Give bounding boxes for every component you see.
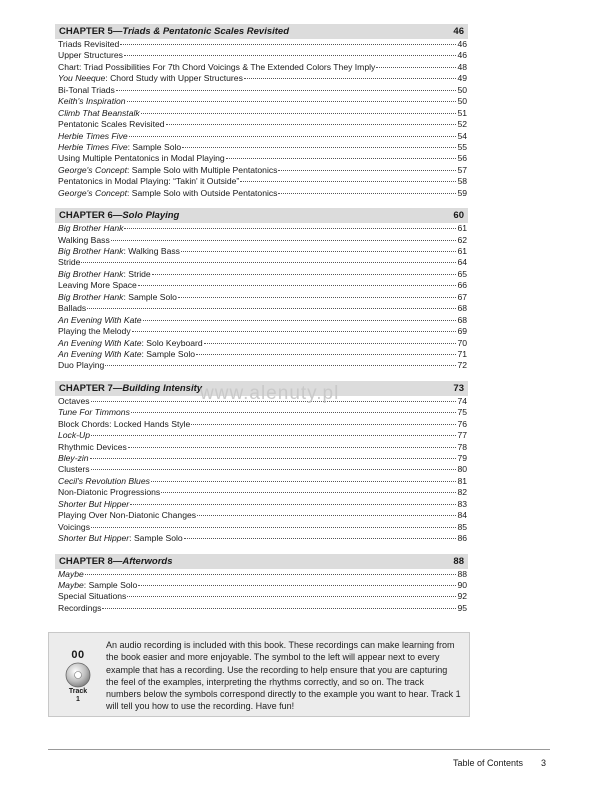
entry-page: 83 xyxy=(457,498,467,509)
entry-page: 70 xyxy=(457,337,467,348)
toc-entry xyxy=(55,476,468,487)
dot-leader xyxy=(127,596,456,597)
toc-entry xyxy=(55,360,468,371)
entry-title-part: : Sample Solo with Multiple Pentatonics xyxy=(127,164,278,175)
entry-page: 84 xyxy=(457,510,467,521)
page-footer xyxy=(453,758,546,768)
entry-page: 57 xyxy=(457,164,467,175)
entry-title xyxy=(58,569,84,580)
entry-page: 48 xyxy=(457,61,467,72)
entry-title-part: Using Multiple Pentatonics in Modal Playing xyxy=(58,153,225,164)
entry-title xyxy=(58,315,142,326)
entry-page: 76 xyxy=(457,418,467,429)
dot-leader xyxy=(131,412,457,413)
entry-title-part: Voicings xyxy=(58,521,91,532)
toc-entry xyxy=(55,453,468,464)
audio-note-box xyxy=(48,632,470,717)
dot-leader xyxy=(111,240,457,241)
dot-leader xyxy=(152,274,457,275)
toc-entry xyxy=(55,50,468,61)
entry-title-part: Lock-Up xyxy=(58,430,90,441)
entry-title-part: Duo Playing xyxy=(58,360,105,371)
entry-page: 72 xyxy=(457,360,467,371)
entry-page: 79 xyxy=(457,453,467,463)
chapter-heading xyxy=(55,208,468,223)
entry-title-part: : Solo Keyboard xyxy=(141,337,203,348)
table-of-contents xyxy=(55,24,468,623)
entry-title xyxy=(58,119,165,130)
toc-entry xyxy=(55,257,468,268)
toc-entry xyxy=(55,269,468,280)
dot-leader xyxy=(124,55,456,56)
entry-title-part: Bley-zin xyxy=(58,453,89,463)
cd-number: 00 xyxy=(71,649,85,661)
entry-title xyxy=(58,39,119,50)
toc-entry xyxy=(55,303,468,314)
audio-note-text: An audio recording is included with this book. These recordings can make learning from the book easier and more enjoyable. The symbol to the left will appear next to every example that has a recording. Use the recording to help ensure that you are capturing the feel of the examples, interpreting the rhythms correctly, and so on. The track numbers below the symbols correspond directly to the example you want to hear. Track 1 will tell you how to use the recording. Have fun! xyxy=(106,640,461,712)
entry-title-part: Recordings xyxy=(58,602,102,613)
entry-title-part: An Evening With Kate xyxy=(58,348,142,359)
toc-entry xyxy=(55,407,468,418)
entry-title-part: Shorter But Hipper xyxy=(58,533,130,544)
dot-leader xyxy=(376,67,456,68)
toc-entry xyxy=(55,419,468,430)
toc-entry xyxy=(55,510,468,521)
entry-title xyxy=(58,338,203,349)
dot-leader xyxy=(197,515,456,516)
entry-page: 62 xyxy=(457,234,467,245)
entry-page: 80 xyxy=(457,464,467,475)
chapter-heading xyxy=(55,554,468,569)
chapter-number: CHAPTER 5— xyxy=(59,26,123,37)
toc-entry xyxy=(55,499,468,510)
dot-leader xyxy=(244,78,457,79)
chapter-page: 88 xyxy=(453,555,464,567)
dot-leader xyxy=(105,365,456,366)
entry-title xyxy=(58,50,123,61)
entry-page: 64 xyxy=(457,257,467,268)
chapter-name: Solo Playing xyxy=(122,210,180,222)
entry-title xyxy=(58,246,180,257)
toc-entry xyxy=(55,131,468,142)
entry-page: 46 xyxy=(457,39,467,49)
entry-title xyxy=(58,464,90,475)
dot-leader xyxy=(204,343,457,344)
dot-leader xyxy=(240,181,456,182)
disc-icon xyxy=(65,662,91,688)
toc-entry xyxy=(55,153,468,164)
entry-title xyxy=(58,303,86,314)
entry-title xyxy=(58,591,126,602)
chapter-section xyxy=(55,554,468,615)
entry-title xyxy=(58,142,181,153)
toc-entry xyxy=(55,142,468,153)
toc-entry xyxy=(55,176,468,187)
toc-entry xyxy=(55,246,468,257)
chapter-page: 60 xyxy=(453,210,464,222)
toc-entry xyxy=(55,522,468,533)
entry-page: 50 xyxy=(457,84,467,95)
entry-title-part: : Sample Solo xyxy=(83,579,138,590)
entry-title xyxy=(58,96,126,107)
toc-entry xyxy=(55,580,468,591)
entry-page: 58 xyxy=(457,176,467,187)
footer-page-number: 3 xyxy=(540,758,546,768)
entry-title xyxy=(58,257,80,268)
entry-page: 68 xyxy=(457,314,467,325)
entry-title-part: : Chord Study with Upper Structures xyxy=(105,73,243,84)
entry-page: 61 xyxy=(457,246,467,256)
entry-title xyxy=(58,108,140,119)
entry-title xyxy=(58,442,127,453)
entry-title-part: Cecil's Revolution Blues xyxy=(58,475,150,486)
dot-leader xyxy=(91,435,456,436)
cd-track-icon xyxy=(59,649,97,707)
toc-entry xyxy=(55,188,468,199)
entry-title xyxy=(58,453,89,464)
entry-title-part: An Evening With Kate xyxy=(58,314,142,325)
entry-title xyxy=(58,269,151,280)
entry-page: 86 xyxy=(457,533,467,544)
entry-title xyxy=(58,603,101,614)
entry-page: 50 xyxy=(457,96,467,107)
toc-entry xyxy=(55,464,468,475)
dot-leader xyxy=(182,147,456,148)
toc-entry xyxy=(55,62,468,73)
entry-page: 54 xyxy=(457,130,467,141)
chapter-number: CHAPTER 7— xyxy=(59,382,123,394)
chapter-number: CHAPTER 8— xyxy=(59,555,123,567)
entry-title-part: Ballads xyxy=(58,303,87,314)
entry-title-part: Non-Diatonic Progressions xyxy=(58,487,161,498)
dot-leader xyxy=(161,492,456,493)
watermark: www.alenuty.pl xyxy=(200,383,340,404)
entry-title-part: Climb That Beanstalk xyxy=(58,107,140,118)
dot-leader xyxy=(129,136,457,137)
entry-title-part: Maybe xyxy=(58,579,84,590)
entry-title-part: Special Situations xyxy=(58,591,127,602)
toc-entry xyxy=(55,73,468,84)
entry-title-part: : Walking Bass xyxy=(123,246,180,256)
entry-page: 77 xyxy=(457,430,467,441)
entry-title-part: Big Brother Hank xyxy=(58,246,124,256)
chapter-title xyxy=(59,210,179,221)
dot-leader xyxy=(120,44,456,45)
entry-page: 95 xyxy=(457,602,467,613)
chapter-title xyxy=(59,383,202,394)
toc-entry xyxy=(55,165,468,176)
chapter-page: 73 xyxy=(453,382,464,394)
entry-page: 88 xyxy=(457,568,467,579)
entry-title-part: George's Concept xyxy=(58,187,127,198)
dot-leader xyxy=(90,458,457,459)
entry-page: 75 xyxy=(457,407,467,418)
entry-page: 69 xyxy=(457,326,467,337)
entry-title-part: Octaves xyxy=(58,395,90,406)
entry-title xyxy=(58,85,115,96)
chapter-heading xyxy=(55,24,468,39)
entry-title-part: An Evening With Kate xyxy=(58,337,142,348)
footer-divider xyxy=(48,749,550,750)
entry-title xyxy=(58,153,225,164)
entry-page: 55 xyxy=(457,141,467,152)
entry-title xyxy=(58,292,177,303)
entry-title xyxy=(58,131,128,142)
entry-page: 61 xyxy=(457,223,467,234)
entry-title-part: Herbie Times Five xyxy=(58,130,128,141)
dot-leader xyxy=(178,297,456,298)
entry-title-part: Big Brother Hank xyxy=(58,223,124,234)
entry-title xyxy=(58,499,129,510)
toc-entry xyxy=(55,85,468,96)
dot-leader xyxy=(127,101,457,102)
toc-entry xyxy=(55,603,468,614)
dot-leader xyxy=(130,504,456,505)
toc-entry xyxy=(55,349,468,360)
dot-leader xyxy=(196,354,456,355)
entry-title-part: Upper Structures xyxy=(58,50,123,61)
chapter-title xyxy=(59,26,289,37)
entry-page: 81 xyxy=(457,475,467,486)
dot-leader xyxy=(226,158,457,159)
entry-title xyxy=(58,580,137,591)
entry-page: 85 xyxy=(457,521,467,532)
entry-title xyxy=(58,223,123,234)
dot-leader xyxy=(138,285,457,286)
entry-title xyxy=(58,419,190,430)
toc-entry xyxy=(55,96,468,107)
entry-page: 71 xyxy=(457,348,467,359)
dot-leader xyxy=(151,481,457,482)
dot-leader xyxy=(81,262,456,263)
toc-entry xyxy=(55,235,468,246)
entry-title xyxy=(58,165,277,176)
toc-entry xyxy=(55,292,468,303)
entry-title-part: George's Concept xyxy=(58,164,127,175)
toc-entry xyxy=(55,280,468,291)
chapter-name: Building Intensity xyxy=(122,382,203,394)
dot-leader xyxy=(132,331,457,332)
toc-entry xyxy=(55,338,468,349)
entry-title-part: Herbie Times Five xyxy=(58,141,128,152)
chapter-page: 46 xyxy=(453,26,464,37)
entry-title-part: Playing Over Non-Diatonic Changes xyxy=(58,510,197,521)
chapter-title xyxy=(59,556,173,567)
entry-title xyxy=(58,522,90,533)
entry-page: 68 xyxy=(457,303,467,314)
chapter-name: Triads & Pentatonic Scales Revisited xyxy=(122,26,290,37)
entry-title-part: Leaving More Space xyxy=(58,280,137,291)
entry-title-part: Keith's Inspiration xyxy=(58,96,126,107)
toc-entry xyxy=(55,315,468,326)
entry-title-part: Stride xyxy=(58,257,81,268)
entry-title-part: Rhythmic Devices xyxy=(58,441,127,452)
dot-leader xyxy=(191,424,456,425)
entry-title-part: : Sample Solo with Outside Pentatonics xyxy=(127,187,278,198)
entry-title-part: Pentatonic Scales Revisited xyxy=(58,119,165,130)
chapter-name: Afterwords xyxy=(122,555,173,567)
dot-leader xyxy=(141,113,457,114)
chapter-number: CHAPTER 6— xyxy=(59,210,123,222)
entry-page: 67 xyxy=(457,291,467,302)
entry-title xyxy=(58,360,104,371)
toc-entry xyxy=(55,487,468,498)
entry-title-part: Big Brother Hank xyxy=(58,291,124,302)
dot-leader xyxy=(128,447,457,448)
dot-leader xyxy=(85,574,457,575)
entry-title-part: Bi-Tonal Triads xyxy=(58,84,115,95)
toc-entry xyxy=(55,223,468,234)
entry-title-part: : Sample Solo xyxy=(129,533,183,544)
entry-page: 92 xyxy=(457,591,467,602)
entry-title xyxy=(58,349,195,360)
entry-title xyxy=(58,326,131,337)
entry-page: 65 xyxy=(457,268,467,279)
entry-title-part: You Neeque xyxy=(58,73,106,84)
entry-title-part: Shorter But Hipper xyxy=(58,498,130,509)
dot-leader xyxy=(143,320,457,321)
entry-title-part: : Stride xyxy=(123,268,151,279)
entry-title xyxy=(58,396,90,407)
entry-title xyxy=(58,533,183,544)
dot-leader xyxy=(181,251,456,252)
chapter-section xyxy=(55,381,468,545)
chapter-section xyxy=(55,208,468,372)
dot-leader xyxy=(91,469,457,470)
entry-title-part: Walking Bass xyxy=(58,234,110,245)
entry-title-part: : Sample Solo xyxy=(127,141,182,152)
dot-leader xyxy=(116,90,457,91)
dot-leader xyxy=(278,170,456,171)
entry-page: 49 xyxy=(457,73,467,84)
entry-title-part: Maybe xyxy=(58,568,84,579)
entry-title xyxy=(58,510,196,521)
entry-page: 74 xyxy=(457,395,467,406)
dot-leader xyxy=(138,585,456,586)
entry-page: 66 xyxy=(457,280,467,291)
toc-entry xyxy=(55,591,468,602)
toc-entry xyxy=(55,533,468,544)
entry-title-part: Triads Revisited xyxy=(58,39,120,49)
entry-title xyxy=(58,73,243,84)
toc-entry xyxy=(55,430,468,441)
entry-title xyxy=(58,487,160,498)
entry-title-part: Block Chords: Locked Hands Style xyxy=(58,418,191,429)
entry-title-part: : Sample Solo xyxy=(141,348,196,359)
entry-title-part: Tune For Timmons xyxy=(58,407,130,418)
entry-title xyxy=(58,280,137,291)
entry-page: 78 xyxy=(457,441,467,452)
toc-entry xyxy=(55,326,468,337)
entry-title-part: Playing the Melody xyxy=(58,326,131,337)
entry-page: 52 xyxy=(457,119,467,130)
chapter-section xyxy=(55,24,468,199)
entry-title xyxy=(58,176,239,187)
entry-title xyxy=(58,188,277,199)
toc-entry xyxy=(55,569,468,580)
entry-title xyxy=(58,430,90,441)
entry-page: 51 xyxy=(457,107,467,118)
dot-leader xyxy=(91,527,456,528)
entry-page: 90 xyxy=(457,579,467,590)
entry-title xyxy=(58,235,110,246)
toc-entry xyxy=(55,442,468,453)
dot-leader xyxy=(124,228,456,229)
entry-page: 56 xyxy=(457,153,467,164)
entry-title-part: : Sample Solo xyxy=(123,291,177,302)
toc-entry xyxy=(55,119,468,130)
dot-leader xyxy=(278,193,456,194)
entry-title xyxy=(58,476,150,487)
dot-leader xyxy=(102,608,456,609)
entry-title xyxy=(58,62,375,73)
dot-leader xyxy=(184,538,457,539)
footer-section-title: Table of Contents xyxy=(452,758,523,768)
entry-page: 59 xyxy=(457,187,467,198)
entry-page: 46 xyxy=(457,50,467,61)
entry-title-part: Chart: Triad Possibilities For 7th Chord Voicings & The Extended Colors They Imply xyxy=(58,61,376,72)
toc-entry xyxy=(55,108,468,119)
track-label: Track xyxy=(68,688,88,695)
toc-entry xyxy=(55,39,468,50)
entry-title-part: Clusters xyxy=(58,464,90,475)
dot-leader xyxy=(166,124,457,125)
entry-page: 82 xyxy=(457,487,467,498)
track-number: 1 xyxy=(76,696,80,703)
dot-leader xyxy=(87,308,456,309)
entry-title xyxy=(58,407,130,418)
entry-title-part: Pentatonics in Modal Playing: “Takin' it Outside” xyxy=(58,176,240,187)
entry-title-part: Big Brother Hank xyxy=(58,268,124,279)
